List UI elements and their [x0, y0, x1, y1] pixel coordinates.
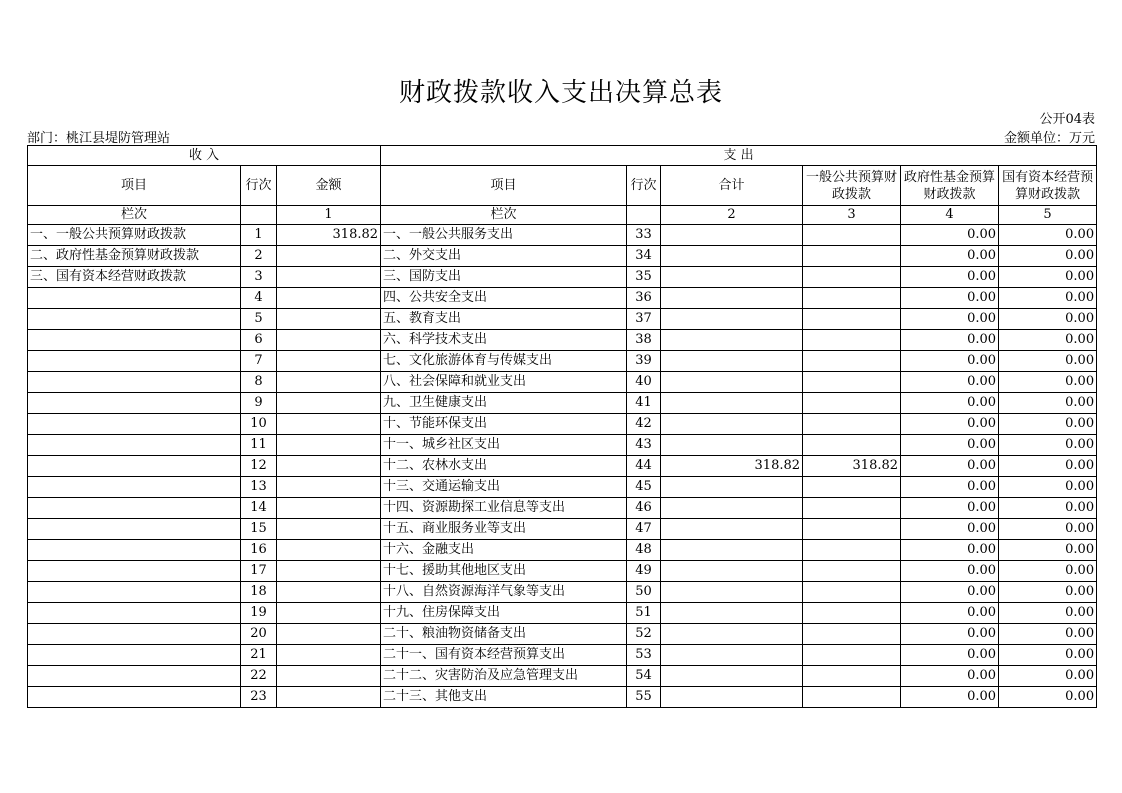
expense-item-cell: 八、社会保障和就业支出 — [381, 372, 627, 393]
unit-label: 金额单位：万元 — [1003, 131, 1095, 146]
expense-item-cell: 十六、金融支出 — [381, 540, 627, 561]
expense-row-no-cell: 54 — [627, 666, 661, 687]
expense-item-cell: 十九、住房保障支出 — [381, 603, 627, 624]
gov-fund-cell: 0.00 — [901, 603, 999, 624]
total-cell — [661, 267, 803, 288]
expense-row-no-cell: 50 — [627, 582, 661, 603]
expense-item-cell: 三、国防支出 — [381, 267, 627, 288]
form-number: 公开04表 — [1039, 112, 1095, 127]
income-item-cell — [28, 666, 241, 687]
income-item-cell: 一、一般公共预算财政拨款 — [28, 225, 241, 246]
general-budget-cell — [803, 624, 901, 645]
table-row — [28, 414, 1097, 435]
total-cell — [661, 498, 803, 519]
expense-row-no-cell: 36 — [627, 288, 661, 309]
income-item-cell — [28, 519, 241, 540]
state-capital-cell: 0.00 — [999, 225, 1097, 246]
gov-fund-cell: 0.00 — [901, 540, 999, 561]
expense-row-no-cell: 55 — [627, 687, 661, 708]
income-amount-cell — [277, 603, 381, 624]
income-row-no-cell: 22 — [241, 666, 277, 687]
expense-row-no-cell: 45 — [627, 477, 661, 498]
gov-fund-cell: 0.00 — [901, 624, 999, 645]
column-index-empty-2 — [627, 206, 661, 225]
state-capital-cell: 0.00 — [999, 519, 1097, 540]
gov-fund-cell: 0.00 — [901, 582, 999, 603]
table-row — [28, 624, 1097, 645]
table-row — [28, 225, 1097, 246]
state-capital-cell: 0.00 — [999, 645, 1097, 666]
general-budget-cell — [803, 330, 901, 351]
income-item-cell — [28, 540, 241, 561]
income-item-cell — [28, 498, 241, 519]
general-budget-cell — [803, 246, 901, 267]
expense-item-cell: 二十、粮油物资储备支出 — [381, 624, 627, 645]
page-title: 财政拨款收入支出决算总表 — [398, 78, 723, 108]
income-amount-cell — [277, 687, 381, 708]
income-amount-cell — [277, 351, 381, 372]
income-item-cell — [28, 687, 241, 708]
table-row — [28, 267, 1097, 288]
column-header-row — [28, 166, 1097, 206]
income-item-cell — [28, 456, 241, 477]
general-budget-cell — [803, 288, 901, 309]
total-cell — [661, 624, 803, 645]
gov-fund-cell: 0.00 — [901, 267, 999, 288]
expense-row-no-cell: 40 — [627, 372, 661, 393]
expense-item-cell: 九、卫生健康支出 — [381, 393, 627, 414]
expense-row-no-cell: 47 — [627, 519, 661, 540]
general-budget-cell — [803, 645, 901, 666]
expense-row-no-cell: 44 — [627, 456, 661, 477]
income-amount-cell — [277, 393, 381, 414]
expense-row-no-cell: 51 — [627, 603, 661, 624]
gov-fund-cell: 0.00 — [901, 519, 999, 540]
income-amount-cell — [277, 561, 381, 582]
column-index-amount: 1 — [277, 206, 381, 225]
income-row-no-cell: 5 — [241, 309, 277, 330]
gov-fund-cell: 0.00 — [901, 288, 999, 309]
expense-item-cell: 二、外交支出 — [381, 246, 627, 267]
expense-item-header: 项目 — [381, 166, 627, 206]
income-amount-cell — [277, 435, 381, 456]
general-budget-cell — [803, 519, 901, 540]
table-row — [28, 372, 1097, 393]
income-amount-cell — [277, 498, 381, 519]
total-cell — [661, 330, 803, 351]
column-index-gov: 4 — [901, 206, 999, 225]
expense-row-no-header: 行次 — [627, 166, 661, 206]
expense-row-no-cell: 42 — [627, 414, 661, 435]
expense-row-no-cell: 38 — [627, 330, 661, 351]
income-row-no-cell: 11 — [241, 435, 277, 456]
expense-row-no-cell: 34 — [627, 246, 661, 267]
column-index-label-2: 栏次 — [381, 206, 627, 225]
table-row — [28, 603, 1097, 624]
general-budget-cell — [803, 309, 901, 330]
expense-row-no-cell: 46 — [627, 498, 661, 519]
general-budget-cell: 318.82 — [803, 456, 901, 477]
table-row — [28, 288, 1097, 309]
expense-item-cell: 二十一、国有资本经营预算支出 — [381, 645, 627, 666]
income-item-cell — [28, 372, 241, 393]
income-item-cell — [28, 645, 241, 666]
income-row-no-cell: 21 — [241, 645, 277, 666]
income-item-cell — [28, 309, 241, 330]
income-row-no-cell: 19 — [241, 603, 277, 624]
income-row-no-header: 行次 — [241, 166, 277, 206]
expense-item-cell: 七、文化旅游体育与传媒支出 — [381, 351, 627, 372]
income-row-no-cell: 4 — [241, 288, 277, 309]
income-row-no-cell: 23 — [241, 687, 277, 708]
income-amount-cell — [277, 456, 381, 477]
state-capital-cell: 0.00 — [999, 498, 1097, 519]
column-index-state: 5 — [999, 206, 1097, 225]
state-capital-cell: 0.00 — [999, 540, 1097, 561]
state-capital-cell: 0.00 — [999, 582, 1097, 603]
income-row-no-cell: 16 — [241, 540, 277, 561]
general-budget-cell — [803, 435, 901, 456]
department-label: 部门：桃江县堤防管理站 — [27, 131, 171, 146]
state-capital-cell: 0.00 — [999, 330, 1097, 351]
state-capital-cell: 0.00 — [999, 309, 1097, 330]
total-cell — [661, 645, 803, 666]
income-row-no-cell: 15 — [241, 519, 277, 540]
income-amount-cell — [277, 267, 381, 288]
general-budget-cell — [803, 267, 901, 288]
income-section-header: 收 入 — [28, 146, 381, 166]
income-row-no-cell: 2 — [241, 246, 277, 267]
gov-fund-cell: 0.00 — [901, 456, 999, 477]
income-row-no-cell: 8 — [241, 372, 277, 393]
income-row-no-cell: 20 — [241, 624, 277, 645]
income-row-no-cell: 13 — [241, 477, 277, 498]
total-cell — [661, 414, 803, 435]
income-amount-cell — [277, 309, 381, 330]
total-cell — [661, 309, 803, 330]
gov-fund-cell: 0.00 — [901, 351, 999, 372]
total-cell — [661, 519, 803, 540]
expense-row-no-cell: 37 — [627, 309, 661, 330]
expense-item-cell: 四、公共安全支出 — [381, 288, 627, 309]
income-amount-cell — [277, 477, 381, 498]
general-budget-cell — [803, 414, 901, 435]
state-capital-cell: 0.00 — [999, 414, 1097, 435]
column-index-total: 2 — [661, 206, 803, 225]
total-cell: 318.82 — [661, 456, 803, 477]
total-cell — [661, 666, 803, 687]
expense-item-cell: 五、教育支出 — [381, 309, 627, 330]
table-row — [28, 666, 1097, 687]
state-capital-header: 国有资本经营预算财政拨款 — [999, 166, 1097, 206]
table-row — [28, 498, 1097, 519]
general-budget-cell — [803, 603, 901, 624]
total-cell — [661, 288, 803, 309]
expense-item-cell: 十一、城乡社区支出 — [381, 435, 627, 456]
gov-fund-cell: 0.00 — [901, 645, 999, 666]
income-amount-cell — [277, 288, 381, 309]
income-item-cell — [28, 288, 241, 309]
expense-row-no-cell: 49 — [627, 561, 661, 582]
expense-row-no-cell: 43 — [627, 435, 661, 456]
income-amount-cell — [277, 666, 381, 687]
expense-item-cell: 十四、资源勘探工业信息等支出 — [381, 498, 627, 519]
state-capital-cell: 0.00 — [999, 246, 1097, 267]
table-row — [28, 309, 1097, 330]
general-budget-cell — [803, 582, 901, 603]
gov-fund-cell: 0.00 — [901, 309, 999, 330]
expense-item-cell: 十八、自然资源海洋气象等支出 — [381, 582, 627, 603]
total-cell — [661, 246, 803, 267]
income-item-cell: 二、政府性基金预算财政拨款 — [28, 246, 241, 267]
general-budget-header: 一般公共预算财政拨款 — [803, 166, 901, 206]
income-item-header: 项目 — [28, 166, 241, 206]
expense-item-cell: 十三、交通运输支出 — [381, 477, 627, 498]
income-row-no-cell: 10 — [241, 414, 277, 435]
expense-item-cell: 十、节能环保支出 — [381, 414, 627, 435]
gov-fund-cell: 0.00 — [901, 477, 999, 498]
income-amount-header: 金额 — [277, 166, 381, 206]
expense-item-cell: 一、一般公共服务支出 — [381, 225, 627, 246]
total-cell — [661, 687, 803, 708]
total-header: 合计 — [661, 166, 803, 206]
general-budget-cell — [803, 561, 901, 582]
total-cell — [661, 225, 803, 246]
section-header-row — [28, 146, 1097, 166]
total-cell — [661, 561, 803, 582]
expense-row-no-cell: 53 — [627, 645, 661, 666]
state-capital-cell: 0.00 — [999, 477, 1097, 498]
column-index-row — [28, 206, 1097, 225]
gov-fund-cell: 0.00 — [901, 561, 999, 582]
income-item-cell — [28, 330, 241, 351]
gov-fund-cell: 0.00 — [901, 330, 999, 351]
income-amount-cell — [277, 246, 381, 267]
gov-fund-cell: 0.00 — [901, 435, 999, 456]
income-item-cell — [28, 603, 241, 624]
expense-row-no-cell: 48 — [627, 540, 661, 561]
state-capital-cell: 0.00 — [999, 267, 1097, 288]
income-row-no-cell: 6 — [241, 330, 277, 351]
state-capital-cell: 0.00 — [999, 351, 1097, 372]
general-budget-cell — [803, 498, 901, 519]
table-row — [28, 687, 1097, 708]
income-amount-cell — [277, 330, 381, 351]
general-budget-cell — [803, 687, 901, 708]
column-index-label: 栏次 — [28, 206, 241, 225]
state-capital-cell: 0.00 — [999, 435, 1097, 456]
expense-item-cell: 十五、商业服务业等支出 — [381, 519, 627, 540]
income-item-cell — [28, 414, 241, 435]
income-item-cell — [28, 393, 241, 414]
income-item-cell — [28, 561, 241, 582]
expense-item-cell: 六、科学技术支出 — [381, 330, 627, 351]
income-row-no-cell: 9 — [241, 393, 277, 414]
table-row — [28, 351, 1097, 372]
gov-fund-cell: 0.00 — [901, 414, 999, 435]
gov-fund-header: 政府性基金预算财政拨款 — [901, 166, 999, 206]
state-capital-cell: 0.00 — [999, 288, 1097, 309]
general-budget-cell — [803, 393, 901, 414]
total-cell — [661, 603, 803, 624]
income-item-cell: 三、国有资本经营财政拨款 — [28, 267, 241, 288]
general-budget-cell — [803, 666, 901, 687]
income-item-cell — [28, 435, 241, 456]
gov-fund-cell: 0.00 — [901, 246, 999, 267]
income-row-no-cell: 14 — [241, 498, 277, 519]
state-capital-cell: 0.00 — [999, 603, 1097, 624]
income-item-cell — [28, 582, 241, 603]
general-budget-cell — [803, 351, 901, 372]
expense-item-cell: 十二、农林水支出 — [381, 456, 627, 477]
income-row-no-cell: 17 — [241, 561, 277, 582]
income-item-cell — [28, 477, 241, 498]
budget-table — [27, 145, 1097, 708]
expense-item-cell: 二十三、其他支出 — [381, 687, 627, 708]
state-capital-cell: 0.00 — [999, 687, 1097, 708]
table-row — [28, 540, 1097, 561]
gov-fund-cell: 0.00 — [901, 393, 999, 414]
income-amount-cell: 318.82 — [277, 225, 381, 246]
state-capital-cell: 0.00 — [999, 561, 1097, 582]
income-amount-cell — [277, 372, 381, 393]
total-cell — [661, 372, 803, 393]
income-amount-cell — [277, 519, 381, 540]
income-item-cell — [28, 624, 241, 645]
state-capital-cell: 0.00 — [999, 372, 1097, 393]
general-budget-cell — [803, 477, 901, 498]
income-item-cell — [28, 351, 241, 372]
expense-item-cell: 十七、援助其他地区支出 — [381, 561, 627, 582]
expense-row-no-cell: 35 — [627, 267, 661, 288]
state-capital-cell: 0.00 — [999, 624, 1097, 645]
table-row — [28, 456, 1097, 477]
total-cell — [661, 477, 803, 498]
income-amount-cell — [277, 540, 381, 561]
table-row — [28, 330, 1097, 351]
expense-item-cell: 二十二、灾害防治及应急管理支出 — [381, 666, 627, 687]
income-amount-cell — [277, 645, 381, 666]
table-row — [28, 477, 1097, 498]
total-cell — [661, 393, 803, 414]
expense-row-no-cell: 33 — [627, 225, 661, 246]
expense-row-no-cell: 39 — [627, 351, 661, 372]
state-capital-cell: 0.00 — [999, 393, 1097, 414]
column-index-general: 3 — [803, 206, 901, 225]
income-row-no-cell: 1 — [241, 225, 277, 246]
income-amount-cell — [277, 414, 381, 435]
table-row — [28, 393, 1097, 414]
column-index-empty — [241, 206, 277, 225]
income-row-no-cell: 18 — [241, 582, 277, 603]
table-row — [28, 561, 1097, 582]
gov-fund-cell: 0.00 — [901, 498, 999, 519]
general-budget-cell — [803, 540, 901, 561]
gov-fund-cell: 0.00 — [901, 666, 999, 687]
state-capital-cell: 0.00 — [999, 666, 1097, 687]
table-row — [28, 645, 1097, 666]
expense-section-header: 支 出 — [381, 146, 1097, 166]
state-capital-cell: 0.00 — [999, 456, 1097, 477]
income-amount-cell — [277, 624, 381, 645]
total-cell — [661, 435, 803, 456]
total-cell — [661, 540, 803, 561]
expense-row-no-cell: 52 — [627, 624, 661, 645]
table-row — [28, 519, 1097, 540]
total-cell — [661, 351, 803, 372]
income-row-no-cell: 3 — [241, 267, 277, 288]
table-row — [28, 435, 1097, 456]
income-row-no-cell: 12 — [241, 456, 277, 477]
expense-row-no-cell: 41 — [627, 393, 661, 414]
income-row-no-cell: 7 — [241, 351, 277, 372]
general-budget-cell — [803, 372, 901, 393]
income-amount-cell — [277, 582, 381, 603]
gov-fund-cell: 0.00 — [901, 372, 999, 393]
general-budget-cell — [803, 225, 901, 246]
gov-fund-cell: 0.00 — [901, 687, 999, 708]
table-row — [28, 582, 1097, 603]
table-row — [28, 246, 1097, 267]
total-cell — [661, 582, 803, 603]
gov-fund-cell: 0.00 — [901, 225, 999, 246]
